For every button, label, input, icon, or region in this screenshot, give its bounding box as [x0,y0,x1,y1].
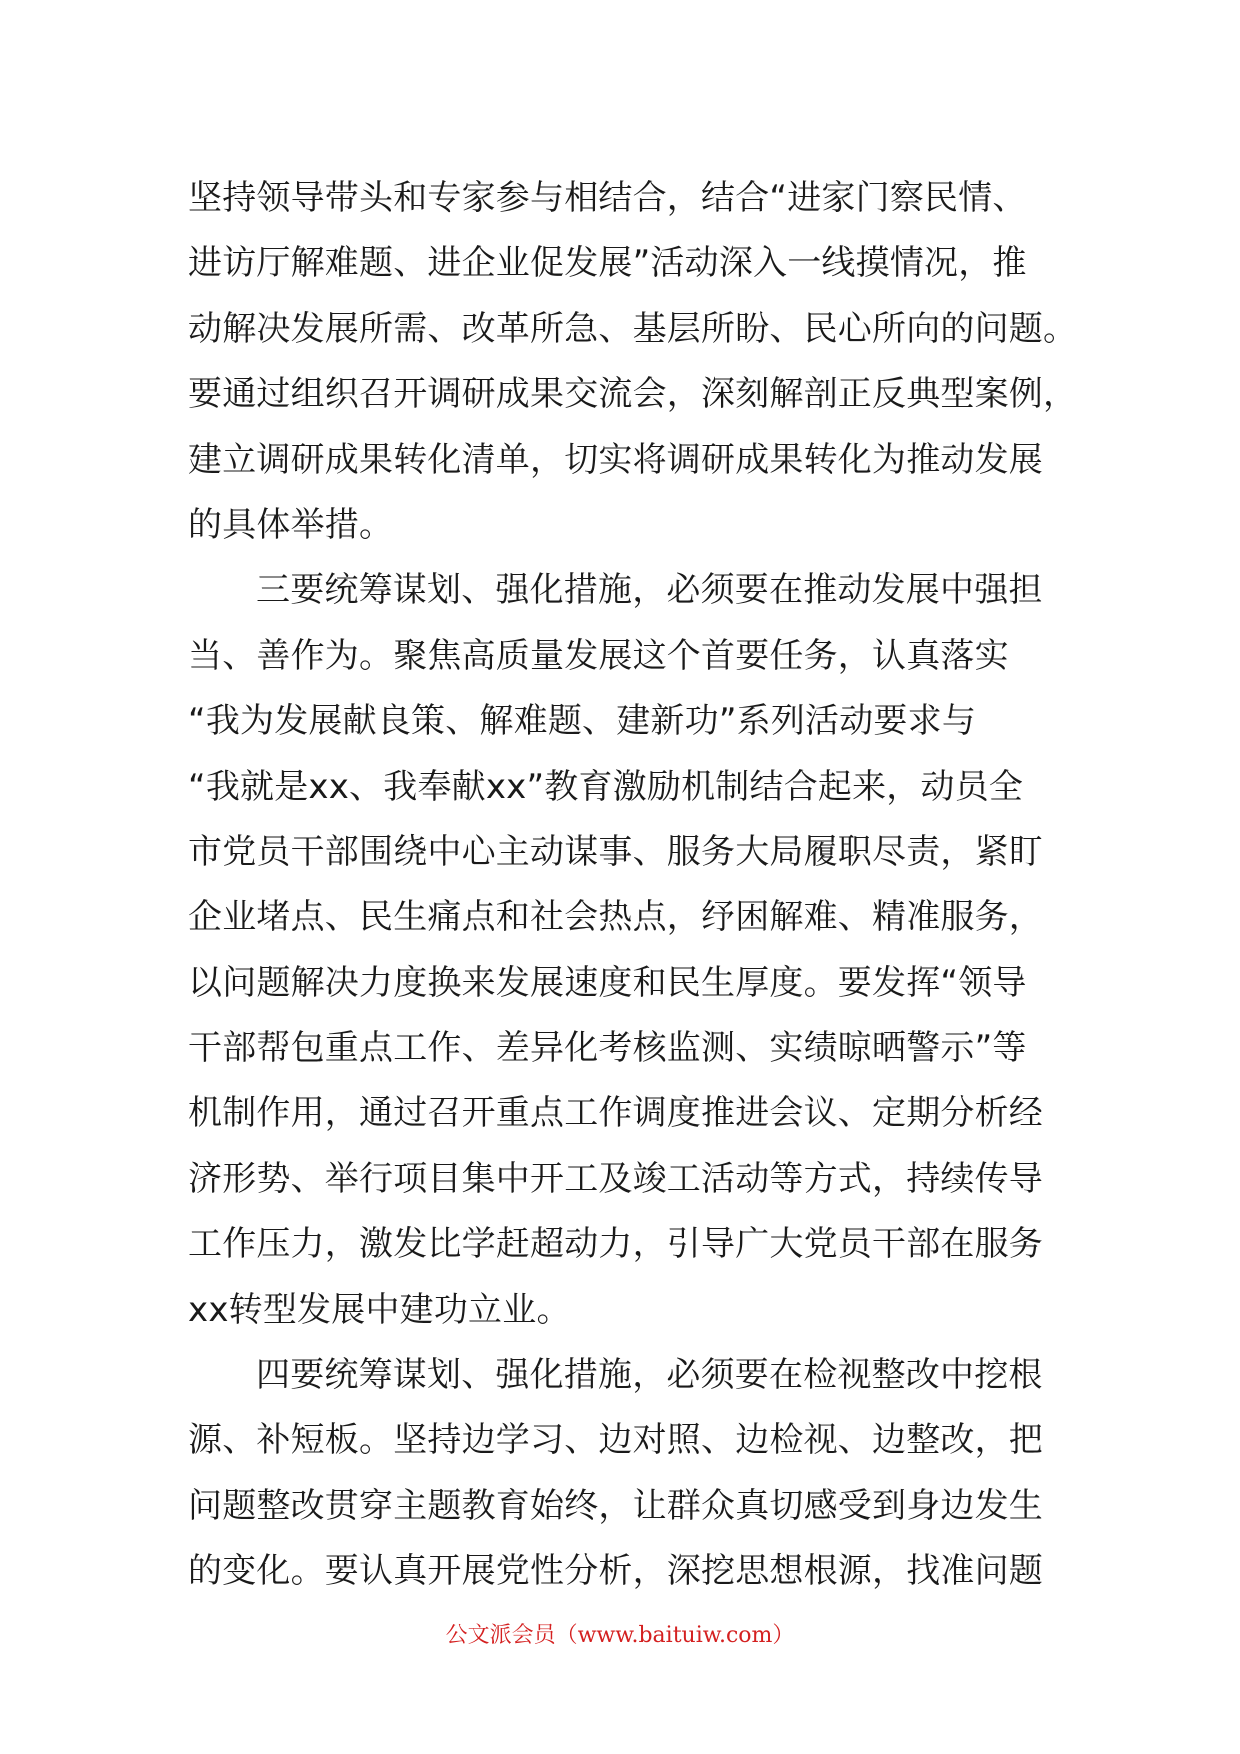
text-line: 干部帮包重点工作、差异化考核监测、实绩晾晒警示”等 [188,1028,1027,1069]
text-line: 问题整改贯穿主题教育始终，让群众真切感受到身边发生 [188,1485,1043,1526]
text-line: 源、补短板。坚持边学习、边对照、边检视、边整改，把 [188,1420,1043,1461]
text-line: 以问题解决力度换来发展速度和民生厚度。要发挥“领导 [188,962,1027,1003]
footer-watermark: 公文派会员（www.baituiw.com） [445,1623,795,1648]
text-line: “我为发展献良策、解难题、建新功”系列活动要求与 [188,701,977,742]
text-line: 的变化。要认真开展党性分析，深挖思想根源，找准问题 [188,1551,1043,1592]
text-line: xx转型发展中建功立业。 [188,1289,571,1330]
text-line: 动解决发展所需、改革所急、基层所盼、民心所向的问题。 [188,308,1078,349]
text-line: 要通过组织召开调研成果交流会，深刻解剖正反典型案例， [188,374,1078,415]
text-line: 坚持领导带头和专家参与相结合，结合“进家门察民情、 [188,178,1027,218]
text-line: 当、善作为。聚焦高质量发展这个首要任务，认真落实 [188,635,1009,676]
body-text [188,166,1078,1605]
text-line: “我就是xx、我奉献xx”教育激励机制结合起来，动员全 [188,766,1024,807]
paragraph-start-line: 三要统筹谋划、强化措施，必须要在推动发展中强担 [256,570,1043,611]
paragraph-start-line: 四要统筹谋划、强化措施，必须要在检视整改中挖根 [256,1355,1043,1396]
text-line: 建立调研成果转化清单，切实将调研成果转化为推动发展 [188,439,1043,480]
text-line: 的具体举措。 [188,504,394,545]
text-line: 机制作用，通过召开重点工作调度推进会议、定期分析经 [188,1093,1043,1134]
text-line: 济形势、举行项目集中开工及竣工活动等方式，持续传导 [188,1158,1043,1199]
text-line: 市党员干部围绕中心主动谋事、服务大局履职尽责，紧盯 [188,831,1043,872]
text-line: 进访厅解难题、进企业促发展”活动深入一线摸情况，推 [188,243,1027,284]
text-line: 工作压力，激发比学赶超动力，引导广大党员干部在服务 [188,1224,1043,1265]
text-line: 企业堵点、民生痛点和社会热点，纾困解难、精准服务， [188,897,1043,938]
